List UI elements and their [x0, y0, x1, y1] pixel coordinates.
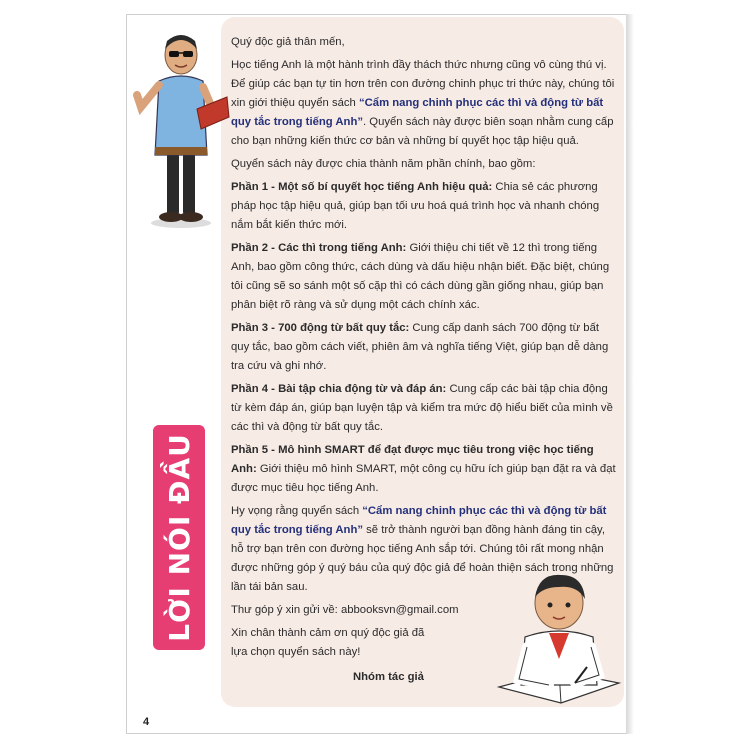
part-1: Phần 1 - Một số bí quyết học tiếng Anh hiệu quả: Chia sẻ các phương pháp học tập hiệu quả, giúp bạn tối ưu hoá quá trình học và nhanh chóng nắm bắt kiến thức mới. [231, 181, 600, 231]
book-title: “Cẩm nang chinh phục các thì và động từ bất quy tắc trong tiếng Anh” [231, 505, 607, 536]
book-page [126, 14, 631, 734]
title-band [153, 425, 205, 650]
part-2: Phần 2 - Các thì trong tiếng Anh: Giới thiệu chi tiết về 12 thì trong tiếng Anh, bao gồm công thức, cách dùng và dấu hiệu nhận biết. Đặc biệt, chúng tôi cũng sẽ so sánh một số cặp thì có cách dùng gần giống nhau, giúp bạn phân biệt rõ ràng và sử dụng một cách chính xác. [231, 242, 610, 311]
intro-paragraph: Học tiếng Anh là một hành trình đầy thách thức nhưng cũng vô cùng thú vị. Để giúp các bạn tự tin hơn trên con đường chinh phục tri thức này, chúng tôi xin giới thiệu quyển sách “Cẩm nang chinh phục các thì và động từ bất quy tắc trong tiếng Anh”. Quyển sách này được biên soạn nhằm cung cấp cho bạn những kiến thức cơ bản và những bí quyết học tập hiệu quả. [231, 59, 615, 147]
part-title: Phần 1 - Một số bí quyết học tiếng Anh hiệu quả: [231, 181, 493, 193]
greeting: Quý độc giả thân mến, [231, 36, 345, 48]
structure-intro: Quyển sách này được chia thành năm phần chính, bao gồm: [231, 158, 536, 170]
part-title: Phần 3 - 700 động từ bất quy tắc: [231, 322, 410, 334]
closing-paragraph: Hy vọng rằng quyển sách “Cẩm nang chinh phục các thì và động từ bất quy tắc trong tiếng Anh” sẽ trở thành người bạn đồng hành đáng tin cậy, hỗ trợ bạn trên con đường học tiếng Anh sắp tới. Chúng tôi rất mong nhận được những góp ý quý báu của quý độc giả để hoàn thiện sách trong những lần tái bản sau. [231, 505, 614, 593]
part-5: Phần 5 - Mô hình SMART để đạt được mục tiêu trong việc học tiếng Anh: Giới thiệu mô hình SMART, một công cụ hữu ích giúp bạn đặt ra và đạt được mục tiêu học tiếng Anh. [231, 444, 616, 494]
boy-writing-illustration [489, 567, 629, 717]
book-title: “Cẩm nang chinh phục các thì và động từ bất quy tắc trong tiếng Anh” [231, 97, 604, 128]
thanks-line: Xin chân thành cảm ơn quý độc giả đã lựa chọn quyển sách này! [231, 627, 425, 658]
signature: Nhóm tác giả [353, 671, 424, 683]
part-4: Phần 4 - Bài tập chia động từ và đáp án: Cung cấp các bài tập chia động từ kèm đáp án, giúp bạn luyện tập và kiểm tra mức độ hiểu biết của mình về các thì và động từ bất quy tắc. [231, 383, 613, 433]
page-edge-shadow [626, 14, 634, 734]
part-title: Phần 2 - Các thì trong tiếng Anh: [231, 242, 407, 254]
part-3: Phần 3 - 700 động từ bất quy tắc: Cung cấp danh sách 700 động từ bất quy tắc, bao gồm cách viết, phiên âm và nghĩa tiếng Việt, giúp bạn dễ dàng tra cứu và ghi nhớ. [231, 322, 609, 372]
part-title: Phần 4 - Bài tập chia động từ và đáp án: [231, 383, 447, 395]
part-title: Phần 5 - Mô hình SMART để đạt được mục tiêu trong việc học tiếng Anh: [231, 444, 594, 475]
email-line: Thư góp ý xin gửi về: abbooksvn@gmail.com [231, 604, 459, 616]
side-title: LỜI NÓI ĐẦU [162, 433, 196, 642]
page-number: 4 [143, 716, 150, 728]
man-reading-illustration [131, 23, 231, 233]
